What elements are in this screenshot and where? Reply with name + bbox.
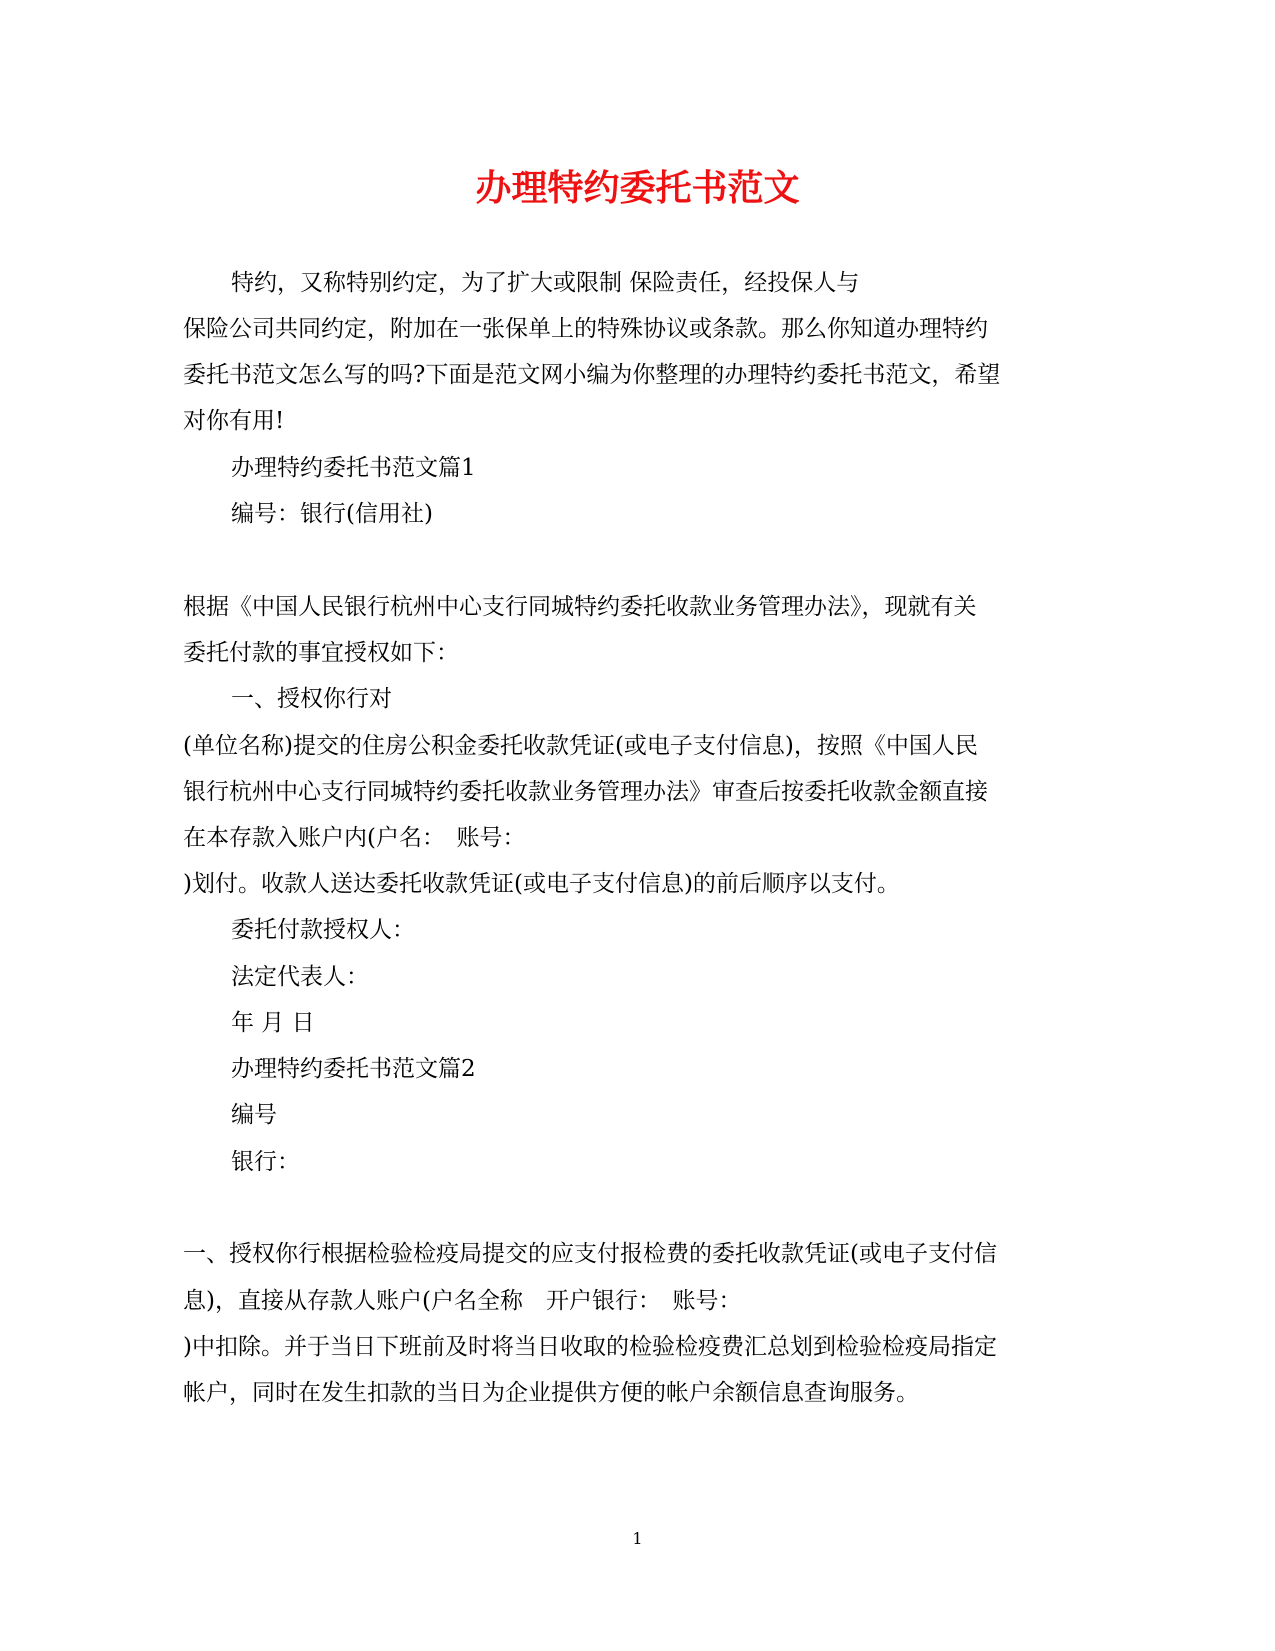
- section-heading: 办理特约委托书范文篇1: [231, 455, 476, 481]
- paragraph-line: 根据《中国人民银行杭州中心支行同城特约委托收款业务管理办法》，现就有关: [183, 594, 977, 620]
- paragraph-line: 一、授权你行对: [231, 686, 392, 712]
- page-number: 1: [632, 1529, 643, 1548]
- paragraph-line: 保险公司共同约定，附加在一张保单上的特殊协议或条款。那么你知道办理特约: [183, 316, 988, 342]
- paragraph-line: )中扣除。并于当日下班前及时将当日收取的检验检疫费汇总划到检验检疫局指定: [183, 1334, 997, 1360]
- paragraph-line: 对你有用!: [183, 408, 285, 434]
- paragraph-line: 银行：: [231, 1149, 300, 1175]
- paragraph-line: 年 月 日: [231, 1010, 315, 1036]
- paragraph-line: 银行杭州中心支行同城特约委托收款业务管理办法》审查后按委托收款金额直接: [183, 779, 988, 805]
- paragraph-line: 帐户，同时在发生扣款的当日为企业提供方便的帐户余额信息查询服务。: [183, 1380, 919, 1406]
- paragraph-line: 委托付款授权人：: [231, 917, 415, 943]
- paragraph-line: 委托付款的事宜授权如下：: [183, 640, 459, 666]
- paragraph-line: 息)，直接从存款人账户(户名全称 开户银行： 账号：: [183, 1288, 742, 1314]
- paragraph-line: )划付。收款人送达委托收款凭证(或电子支付信息)的前后顺序以支付。: [183, 871, 900, 897]
- paragraph-line: 特约，又称特别约定，为了扩大或限制 保险责任，经投保人与: [231, 270, 860, 296]
- paragraph-line: (单位名称)提交的住房公积金委托收款凭证(或电子支付信息)，按照《中国人民: [183, 733, 978, 759]
- document-title: 办理特约委托书范文: [475, 167, 800, 209]
- paragraph-line: 在本存款入账户内(户名： 账号：: [183, 825, 526, 851]
- paragraph-line: 法定代表人：: [231, 964, 369, 990]
- paragraph-line: 一、授权你行根据检验检疫局提交的应支付报检费的委托收款凭证(或电子支付信: [183, 1241, 997, 1267]
- paragraph-line: 编号: [231, 1102, 277, 1128]
- section-heading: 办理特约委托书范文篇2: [231, 1056, 476, 1082]
- paragraph-line: 委托书范文怎么写的吗?下面是范文网小编为你整理的办理特约委托书范文，希望: [183, 362, 1001, 388]
- paragraph-line: 编号：银行(信用社): [231, 501, 433, 527]
